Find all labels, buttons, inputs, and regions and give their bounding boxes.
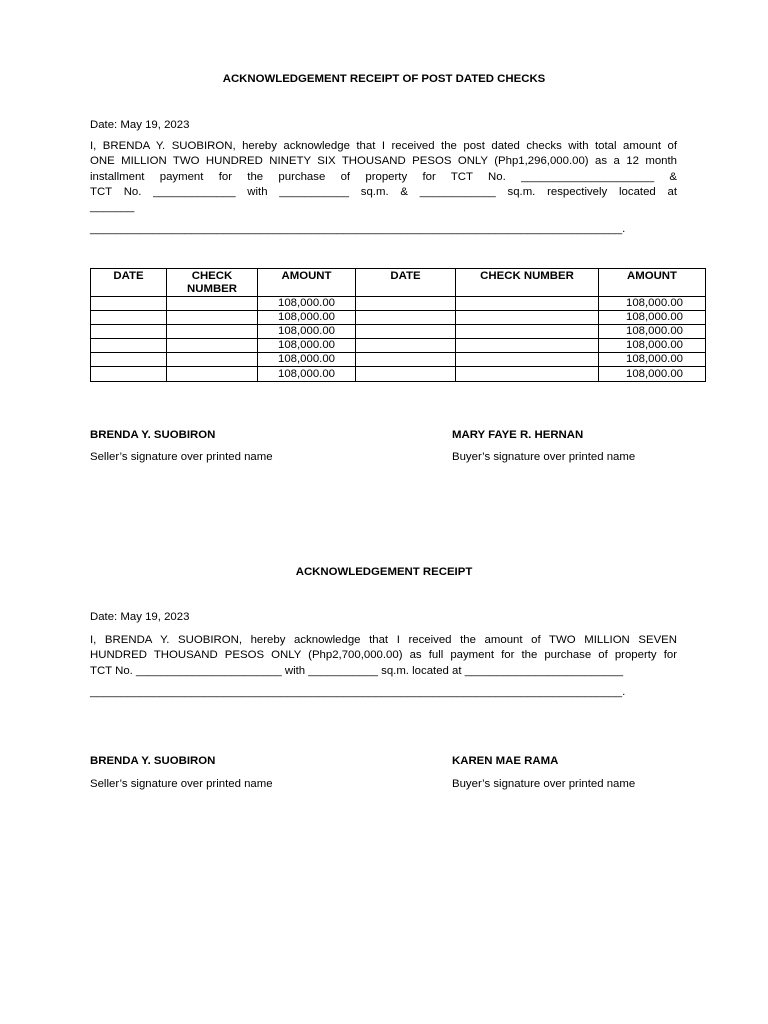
table-cell bbox=[356, 325, 456, 339]
table-cell bbox=[91, 325, 167, 339]
receipt1-buyer-caption: Buyer’s signature over printed name bbox=[452, 451, 636, 463]
receipt1-title: ACKNOWLEDGEMENT RECEIPT OF POST DATED CHECKS bbox=[222, 73, 546, 85]
table-cell bbox=[456, 339, 599, 353]
table-cell: 108,000.00 bbox=[599, 353, 706, 367]
receipt2-paragraph-line: ____________________________________________________________________________________. bbox=[90, 685, 626, 698]
receipt2-title: ACKNOWLEDGEMENT RECEIPT bbox=[295, 566, 473, 578]
receipt1-paragraph bbox=[90, 139, 677, 238]
receipt1-date: Date: May 19, 2023 bbox=[90, 119, 190, 131]
table-cell bbox=[167, 367, 258, 381]
receipt2-seller-caption: Seller’s signature over printed name bbox=[90, 778, 273, 790]
column-header: DATE bbox=[356, 269, 456, 297]
table-cell: 108,000.00 bbox=[599, 339, 706, 353]
table-cell bbox=[91, 311, 167, 325]
receipt1-paragraph-line: _______ bbox=[90, 201, 135, 214]
table-cell bbox=[167, 311, 258, 325]
table-cell bbox=[356, 311, 456, 325]
receipt2-paragraph bbox=[90, 633, 677, 700]
table-cell: 108,000.00 bbox=[599, 325, 706, 339]
receipt1-seller-name: BRENDA Y. SUOBIRON bbox=[90, 429, 216, 441]
table-cell bbox=[456, 367, 599, 381]
table-cell: 108,000.00 bbox=[258, 311, 356, 325]
receipt2-paragraph-line: HUNDRED THOUSAND PESOS ONLY (Php2,700,000.00) as full payment for the purchase of property for bbox=[90, 649, 677, 662]
table-cell bbox=[356, 353, 456, 367]
table-cell bbox=[167, 339, 258, 353]
receipt2-paragraph-line: I, BRENDA Y. SUOBIRON, hereby acknowledge that I received the amount of TWO MILLION SEVEN bbox=[90, 634, 677, 646]
table-row bbox=[91, 339, 706, 353]
column-header: AMOUNT bbox=[599, 269, 706, 297]
column-header: AMOUNT bbox=[258, 269, 356, 297]
receipt2-date: Date: May 19, 2023 bbox=[90, 611, 190, 623]
table-row bbox=[91, 311, 706, 325]
table-cell bbox=[91, 297, 167, 311]
table-cell: 108,000.00 bbox=[599, 311, 706, 325]
table-cell bbox=[456, 311, 599, 325]
receipt1-buyer-name: MARY FAYE R. HERNAN bbox=[452, 429, 584, 441]
checks-table bbox=[90, 268, 706, 382]
table-cell: 108,000.00 bbox=[258, 367, 356, 381]
table-cell bbox=[356, 297, 456, 311]
table-cell: 108,000.00 bbox=[258, 353, 356, 367]
receipt2-buyer-name: KAREN MAE RAMA bbox=[452, 755, 559, 767]
table-cell bbox=[356, 367, 456, 381]
table-cell: 108,000.00 bbox=[599, 297, 706, 311]
table-cell bbox=[91, 367, 167, 381]
table-cell: 108,000.00 bbox=[258, 339, 356, 353]
receipt2-seller-name: BRENDA Y. SUOBIRON bbox=[90, 755, 216, 767]
table-row bbox=[91, 297, 706, 311]
receipt1-seller-caption: Seller’s signature over printed name bbox=[90, 451, 273, 463]
table-cell bbox=[91, 353, 167, 367]
receipt1-paragraph-line: TCT No. _____________ with ___________ sq.m. & ____________ sq.m. respectively located at bbox=[90, 185, 677, 198]
table-cell: 108,000.00 bbox=[258, 325, 356, 339]
table-cell bbox=[91, 339, 167, 353]
table-cell bbox=[456, 353, 599, 367]
receipt1-paragraph-line: ONE MILLION TWO HUNDRED NINETY SIX THOUSAND PESOS ONLY (Php1,296,000.00) as a 12 month bbox=[90, 155, 677, 168]
checks-table-header-row bbox=[91, 269, 706, 297]
receipt1-paragraph-line: ____________________________________________________________________________________. bbox=[90, 223, 626, 236]
receipt2-buyer-caption: Buyer’s signature over printed name bbox=[452, 778, 636, 790]
table-cell bbox=[456, 325, 599, 339]
receipt1-paragraph-line: installment payment for the purchase of property for TCT No. _____________________ & bbox=[90, 170, 677, 183]
column-header: CHECK NUMBER bbox=[167, 269, 258, 297]
table-row bbox=[91, 325, 706, 339]
table-row bbox=[91, 353, 706, 367]
column-header: CHECK NUMBER bbox=[456, 269, 599, 297]
column-header: DATE bbox=[91, 269, 167, 297]
table-cell bbox=[167, 325, 258, 339]
table-cell bbox=[167, 353, 258, 367]
table-cell: 108,000.00 bbox=[599, 367, 706, 381]
table-cell: 108,000.00 bbox=[258, 297, 356, 311]
receipt2-paragraph-line: TCT No. _______________________ with ___________ sq.m. located at _________________________ bbox=[90, 664, 624, 677]
receipt1-paragraph-line: I, BRENDA Y. SUOBIRON, hereby acknowledge that I received the post dated checks with total amount of bbox=[90, 140, 677, 152]
table-row bbox=[91, 367, 706, 381]
table-cell bbox=[356, 339, 456, 353]
table-cell bbox=[167, 297, 258, 311]
table-cell bbox=[456, 297, 599, 311]
